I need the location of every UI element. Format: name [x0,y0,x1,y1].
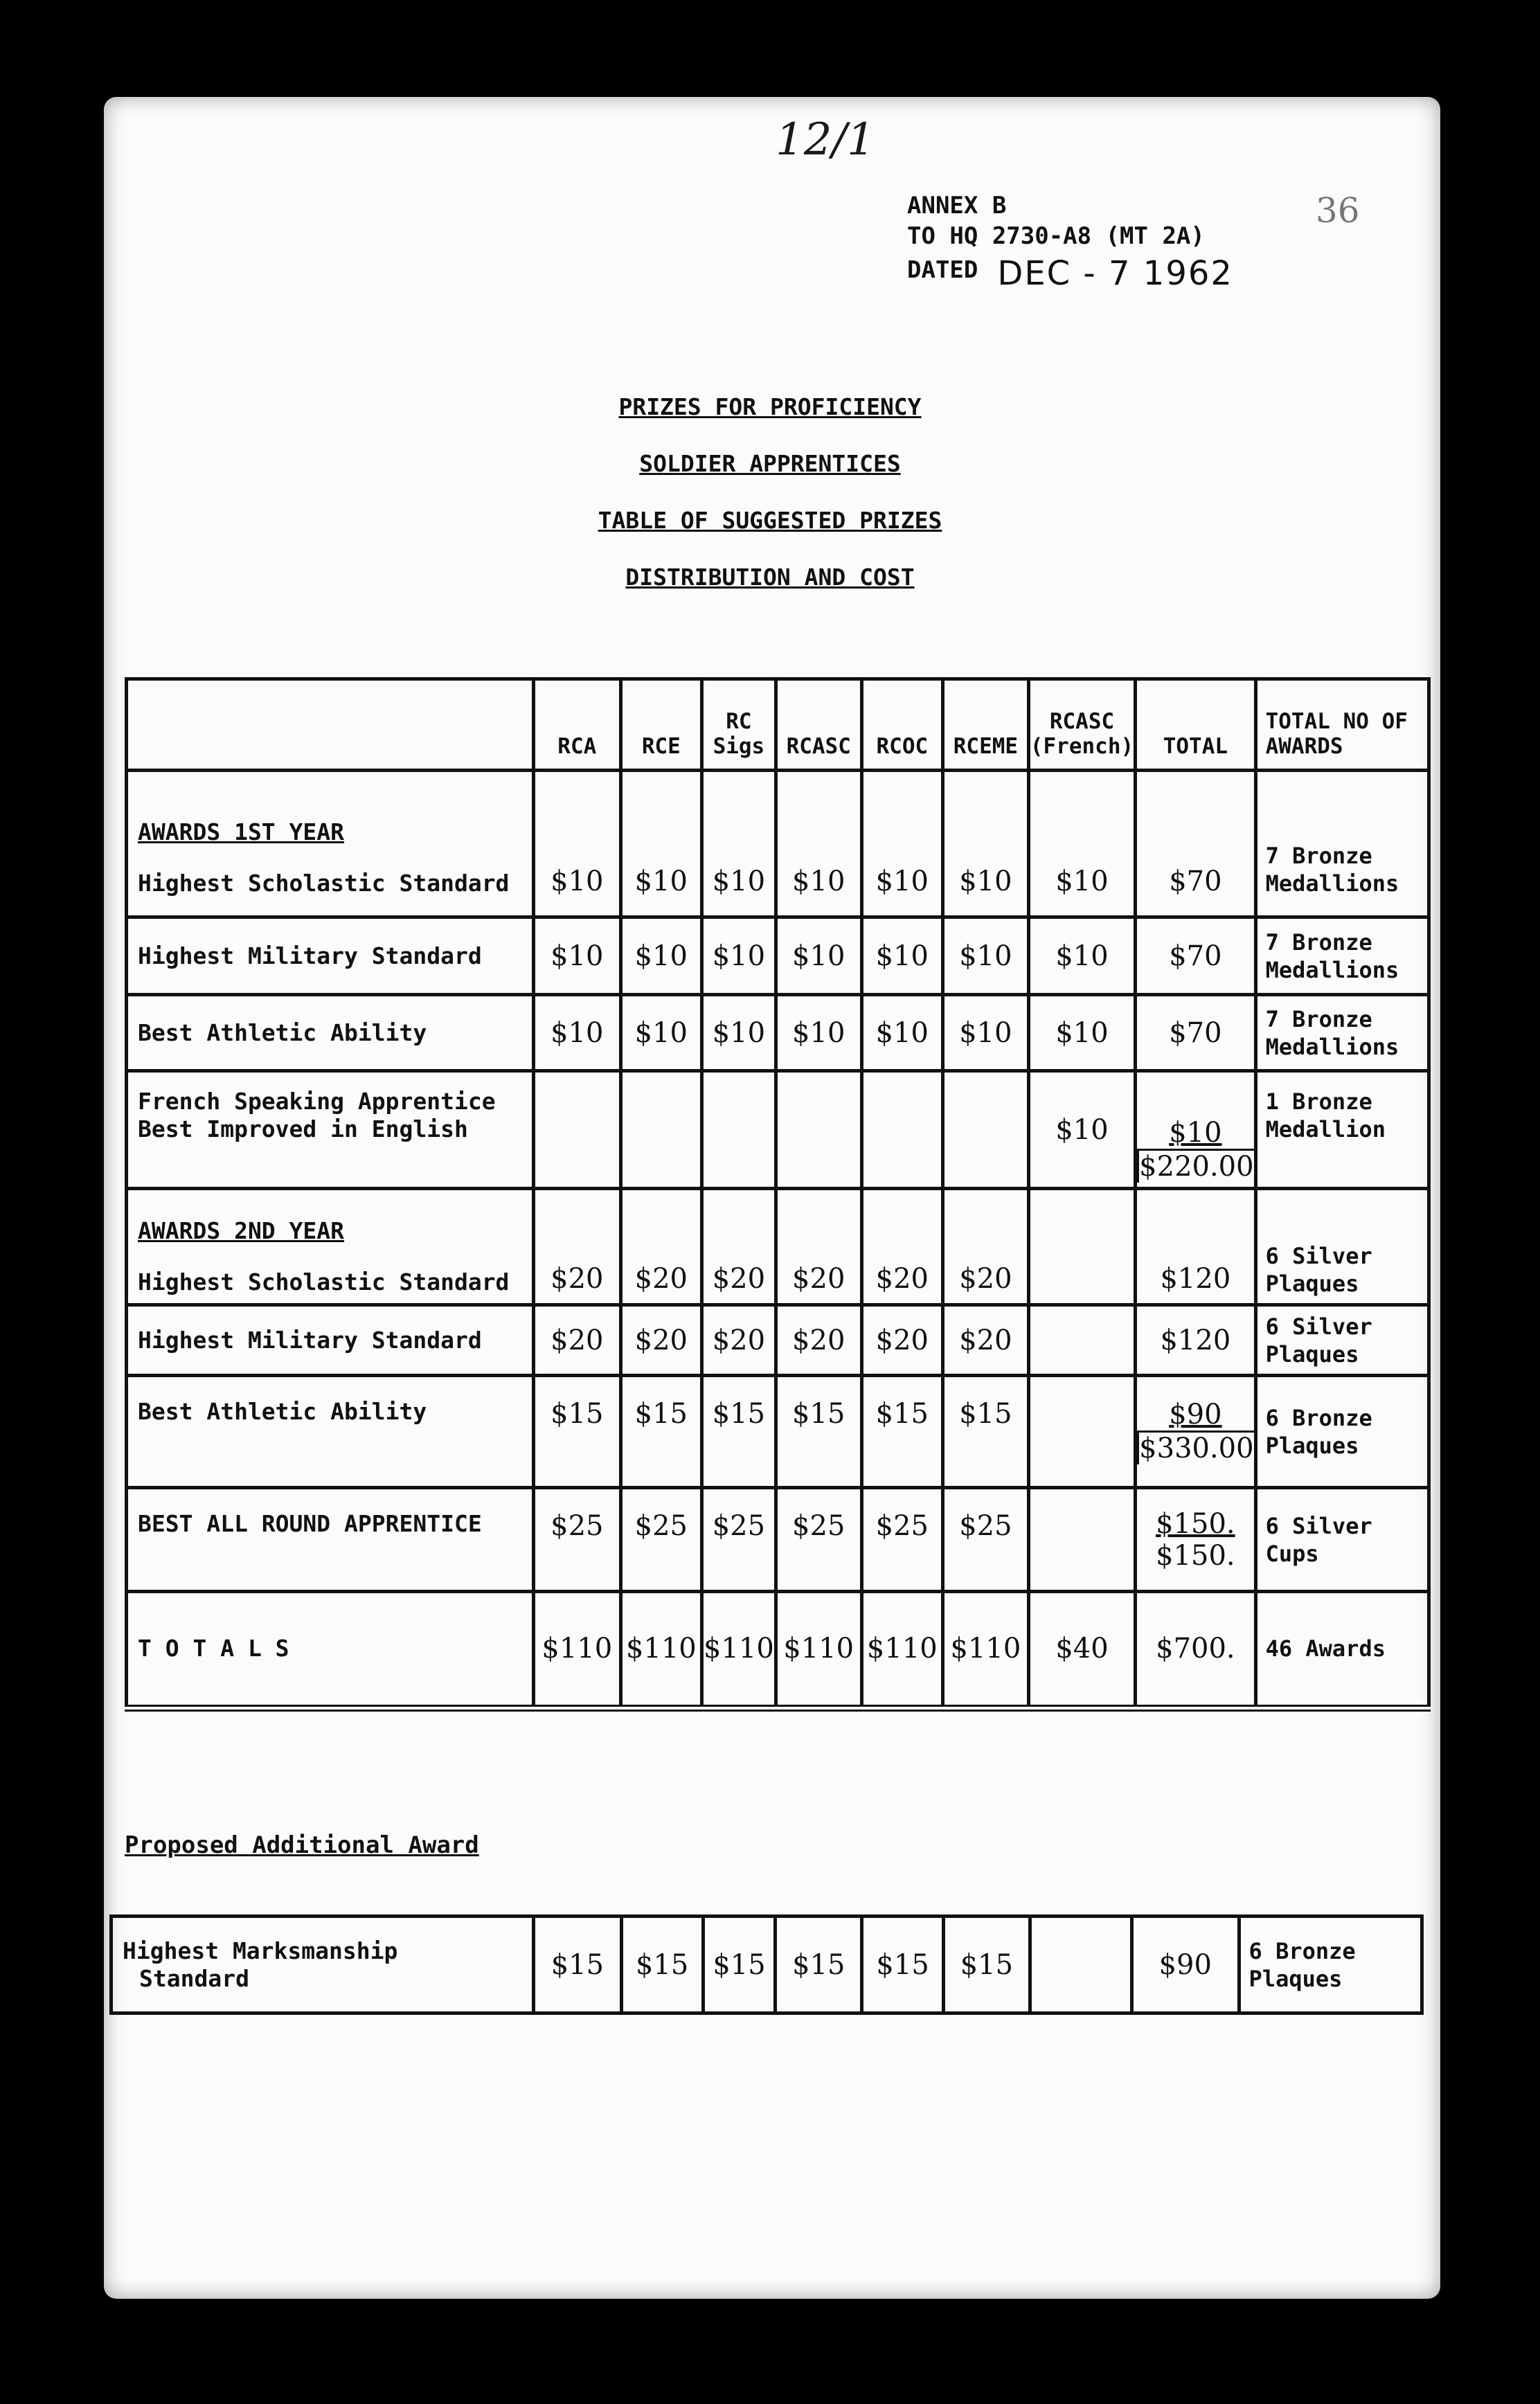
cell-awards: 7 Bronze Medallions [1255,917,1429,995]
col-header-total: TOTAL [1136,679,1255,771]
cell [776,1071,861,1189]
row-label: Best Athletic Ability [127,1376,534,1488]
row-label: Highest Military Standard [127,917,534,995]
cell: $20 [533,1189,620,1305]
subtotal-best-all-round: $150. [1156,1539,1235,1572]
cell: $20 [620,1189,701,1305]
cell: $25 [702,1488,776,1592]
cell: $15 [533,1376,620,1488]
cell: $10 [776,917,861,995]
section-heading-year-1: AWARDS 1ST YEAR [138,818,345,845]
cell: $20 [776,1305,861,1376]
cell: $20 [702,1305,776,1376]
cell-total: $120 [1136,1305,1255,1376]
cell-awards: 1 Bronze Medallion [1255,1071,1429,1189]
cell [533,1071,620,1189]
cell: $10 [861,995,942,1071]
cell: $110 [533,1592,620,1708]
cell: $25 [533,1488,620,1592]
cell: $15 [942,1376,1028,1488]
cell: $10 [776,771,861,917]
row-label-text: Highest Scholastic Standard [138,870,510,897]
cell: $10 [1028,995,1135,1071]
cell: $25 [942,1488,1028,1592]
cell [702,1071,776,1189]
cell: $10 [776,995,861,1071]
cell: $15 [861,1376,942,1488]
cell: $110 [620,1592,701,1708]
cell-awards: 6 Silver Plaques [1255,1189,1429,1305]
subtotal-year-2: $330.00 [1137,1430,1253,1464]
dated-label: DATED [907,256,978,284]
col-header-rcasc-french: RCASC (French) [1028,679,1135,771]
row-label: Highest Marksmanship Standard [111,1917,534,2013]
cell: $10 [942,771,1028,917]
cell: $10 [620,995,701,1071]
cell: $10 [533,771,620,917]
cell: $20 [942,1189,1028,1305]
folio-number: 12/1 [776,114,875,165]
cell-total: $90 $330.00 [1136,1376,1255,1488]
cell [1028,1189,1135,1305]
row-label [127,771,534,917]
cell [942,1071,1028,1189]
cell: $15 [620,1376,701,1488]
cell: $15 [534,1917,622,2013]
col-header-rcoc: RCOC [861,679,942,771]
page-number: 36 [1316,190,1360,231]
cell: $20 [620,1305,701,1376]
table-row [127,1488,1429,1592]
cell: $10 [942,995,1028,1071]
cell: $110 [776,1592,861,1708]
cell: $20 [533,1305,620,1376]
row-label: Best Athletic Ability [127,995,534,1071]
cell-total: $70 [1136,917,1255,995]
cell [861,1071,942,1189]
cell [1028,1376,1135,1488]
col-header-rcasc: RCASC [776,679,861,771]
table-row [127,917,1429,995]
cell-total: $90 [1131,1917,1239,2013]
cell: $15 [621,1917,703,2013]
row-label: AWARDS 2ND YEAR Highest Scholastic Standard [127,1189,534,1305]
cell: $110 [702,1592,776,1708]
row-label: Highest Military Standard [127,1305,534,1376]
dated-row [907,251,1233,293]
section-heading-year-2: AWARDS 2ND YEAR [138,1217,345,1244]
cell [1028,1488,1135,1592]
cell-awards: 7 Bronze Medallions [1255,995,1429,1071]
col-header-rca: RCA [533,679,620,771]
cell: $10 [702,917,776,995]
additional-award-table [109,1914,1424,2015]
cell [1028,1305,1135,1376]
cell: $10 [1028,917,1135,995]
table-row [127,771,1429,917]
cell: $15 [703,1917,776,2013]
cell: $10 [861,771,942,917]
cell-total: $70 [1136,995,1255,1071]
cell: $25 [861,1488,942,1592]
cell: $10 [942,917,1028,995]
cell: $10 [702,995,776,1071]
cell: $20 [702,1189,776,1305]
row-label: BEST ALL ROUND APPRENTICE [127,1488,534,1592]
cell [620,1071,701,1189]
cell-awards: 46 Awards [1255,1592,1429,1708]
cell: $25 [776,1488,861,1592]
heading-table-title: TABLE OF SUGGESTED PRIZES [598,507,942,534]
cell-total: $120 [1136,1189,1255,1305]
annex-line-2: TO HQ 2730-A8 (MT 2A) [907,222,1205,250]
cell: $15 [776,1917,862,2013]
cell: $15 [776,1376,861,1488]
date-stamp: DEC - 7 1962 [997,254,1233,293]
table-row [127,1305,1429,1376]
annex-reference [907,190,1233,293]
row-label: French Speaking Apprentice Best Improved in English [127,1071,534,1189]
col-header-rc-sigs: RC Sigs [702,679,776,771]
subtotal-year-1: $220.00 [1137,1149,1253,1183]
additional-award-title: Proposed Additional Award [125,1831,479,1859]
cell: $10 [620,917,701,995]
cell-total: $70 [1136,771,1255,917]
cell: $10 [1028,1071,1135,1189]
cell: $10 [533,995,620,1071]
totals-label: T O T A L S [127,1592,534,1708]
cell: $10 [702,771,776,917]
heading-distribution: DISTRIBUTION AND COST [625,564,915,591]
cell: $10 [533,917,620,995]
table-row [127,1071,1429,1189]
col-header-label [127,679,534,771]
cell: $20 [861,1305,942,1376]
cell: $15 [944,1917,1030,2013]
cell-total: $700. [1136,1592,1255,1708]
cell-awards: 7 Bronze Medallions [1255,771,1429,917]
table-row [111,1917,1422,2013]
cell: $10 [1028,771,1135,917]
cell: $10 [861,917,942,995]
heading-soldier-apprentices: SOLDIER APPRENTICES [639,450,901,477]
cell: $110 [942,1592,1028,1708]
table-row [127,1376,1429,1488]
cell: $40 [1028,1592,1135,1708]
cell-awards: 6 Bronze Plaques [1255,1376,1429,1488]
cell-total: $10 $220.00 [1136,1071,1255,1189]
col-header-rce: RCE [620,679,701,771]
annex-line-1: ANNEX B [907,192,1007,219]
col-header-total-awards: TOTAL NO OF AWARDS [1255,679,1429,771]
table-row [127,1189,1429,1305]
cell: $15 [702,1376,776,1488]
header-row [127,679,1429,771]
totals-row [127,1592,1429,1708]
cell: $10 [620,771,701,917]
col-header-rceme: RCEME [942,679,1028,771]
cell: $20 [942,1305,1028,1376]
cell-awards: 6 Silver Plaques [1255,1305,1429,1376]
heading-prizes: PRIZES FOR PROFICIENCY [618,393,922,420]
table-row [127,995,1429,1071]
cell: $25 [620,1488,701,1592]
cell: $15 [862,1917,944,2013]
cell: $110 [861,1592,942,1708]
prizes-table [125,677,1431,1712]
cell-awards: 6 Silver Cups [1255,1488,1429,1592]
cell: $20 [861,1189,942,1305]
cell-total: $150. $150. [1136,1488,1255,1592]
cell: $20 [776,1189,861,1305]
cell-awards: 6 Bronze Plaques [1239,1917,1422,2013]
cell [1030,1917,1131,2013]
